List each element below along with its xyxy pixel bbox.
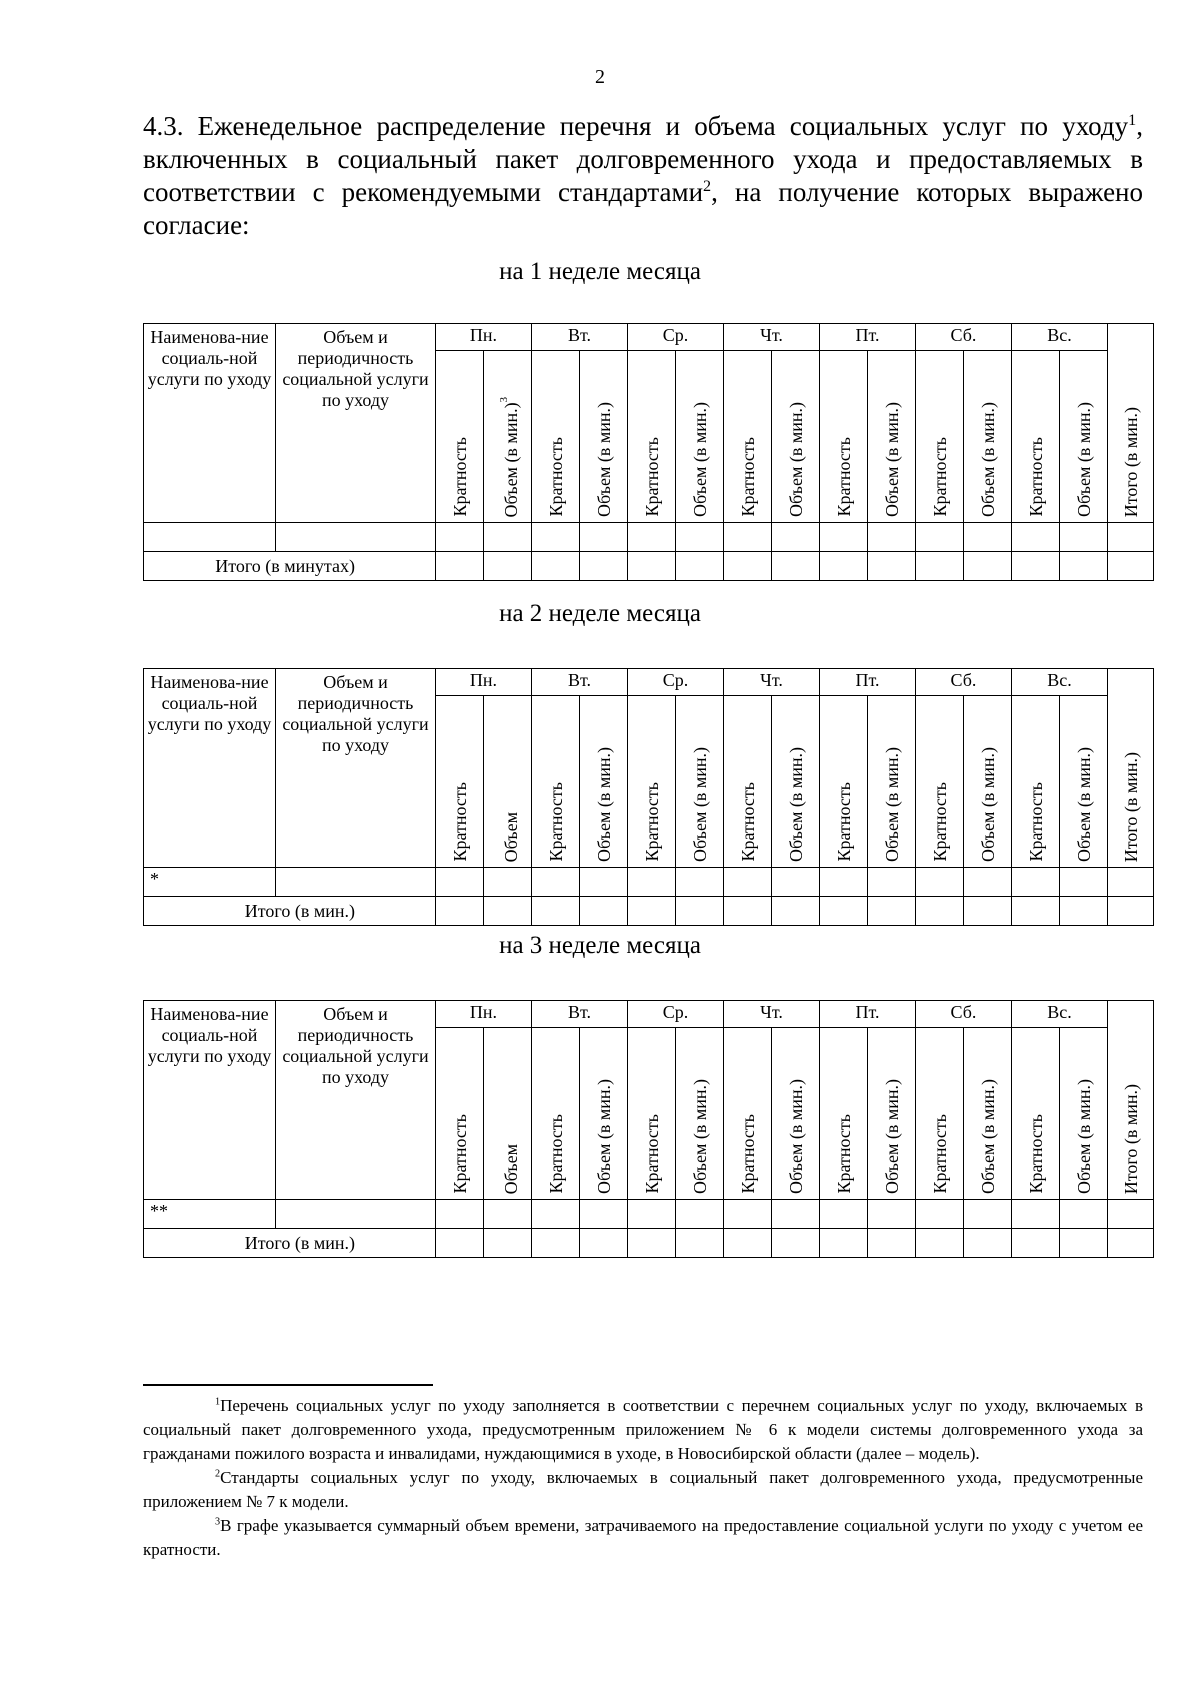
total-cell[interactable] bbox=[868, 897, 916, 926]
table-cell[interactable] bbox=[724, 523, 772, 552]
subheader-volume-label: Объем (в мин.) bbox=[1073, 746, 1094, 862]
table-cell[interactable] bbox=[1060, 868, 1108, 897]
table-cell[interactable] bbox=[276, 1200, 436, 1229]
table-cell[interactable] bbox=[916, 868, 964, 897]
total-cell[interactable] bbox=[820, 1229, 868, 1258]
subheader-frequency-label: Кратность bbox=[1025, 437, 1046, 517]
total-row bbox=[144, 1229, 1154, 1258]
table-cell[interactable] bbox=[772, 523, 820, 552]
subheader-frequency-label: Кратность bbox=[545, 1114, 566, 1194]
subheader-volume-label: Объем (в мин.) bbox=[689, 1078, 710, 1194]
subheader-volume-label: Объем (в мин.) bbox=[881, 401, 902, 517]
day-header: Ср. bbox=[628, 324, 724, 351]
total-cell[interactable] bbox=[820, 552, 868, 581]
col-header-volume: Объем и периодичность социальной услуги по уходу bbox=[276, 1001, 436, 1200]
footnote-1-number: 1 bbox=[215, 1396, 221, 1408]
table-cell[interactable] bbox=[772, 1200, 820, 1229]
day-header: Вт. bbox=[532, 669, 628, 696]
subheader-frequency bbox=[820, 1028, 868, 1200]
subheader-volume-label: Объем (в мин.) bbox=[593, 746, 614, 862]
table-cell[interactable] bbox=[532, 868, 580, 897]
total-cell[interactable] bbox=[532, 1229, 580, 1258]
subheader-frequency bbox=[436, 696, 484, 868]
subheader-frequency-label: Кратность bbox=[929, 437, 950, 517]
subheader-volume-label: Объем (в мин.) bbox=[881, 746, 902, 862]
footnote-3-number: 3 bbox=[215, 1516, 221, 1528]
subheader-frequency-label: Кратность bbox=[833, 1114, 854, 1194]
heading-text-3: , на получение которых выражено согласие: bbox=[143, 177, 1144, 240]
subheader-volume-label bbox=[494, 1140, 521, 1194]
footnote-divider bbox=[143, 1384, 433, 1386]
subheader-frequency-label: Кратность bbox=[1025, 782, 1046, 862]
day-header: Вс. bbox=[1012, 324, 1108, 351]
table-row bbox=[144, 523, 1154, 552]
day-header: Пт. bbox=[820, 324, 916, 351]
total-cell[interactable] bbox=[916, 1229, 964, 1258]
page-number: 2 bbox=[595, 66, 605, 88]
col-header-total bbox=[1108, 669, 1154, 868]
day-header: Ср. bbox=[628, 1001, 724, 1028]
schedule-table bbox=[143, 1000, 1154, 1258]
total-cell[interactable] bbox=[532, 897, 580, 926]
subheader-volume bbox=[868, 1028, 916, 1200]
day-header: Вт. bbox=[532, 1001, 628, 1028]
table-cell[interactable] bbox=[276, 868, 436, 897]
total-label: Итого (в минутах) bbox=[144, 552, 436, 581]
subheader-frequency-label: Кратность bbox=[449, 1114, 470, 1194]
subheader-frequency-label: Кратность bbox=[737, 782, 758, 862]
total-cell[interactable] bbox=[1108, 897, 1154, 926]
header-row bbox=[144, 1001, 1154, 1028]
subheader-volume-label: Объем (в мин.) bbox=[1073, 1078, 1094, 1194]
day-header: Сб. bbox=[916, 324, 1012, 351]
subheader-volume-label: Объем (в мин.) bbox=[593, 401, 614, 517]
total-cell[interactable] bbox=[1108, 552, 1154, 581]
table-cell[interactable] bbox=[772, 868, 820, 897]
table-caption: на 1 неделе месяца bbox=[499, 258, 701, 285]
subheader-frequency bbox=[820, 696, 868, 868]
subheader-volume-label: Объем (в мин.) bbox=[785, 1078, 806, 1194]
total-cell[interactable] bbox=[964, 552, 1012, 581]
table-cell[interactable] bbox=[1060, 1200, 1108, 1229]
subheader-volume bbox=[868, 351, 916, 523]
total-cell[interactable] bbox=[964, 1229, 1012, 1258]
subheader-frequency-label: Кратность bbox=[929, 1114, 950, 1194]
table-cell[interactable] bbox=[484, 868, 532, 897]
table-cell[interactable] bbox=[436, 523, 484, 552]
footnote-3-text: В графе указывается суммарный объем времени, затрачиваемого на предоставление социальной услуги по уходу с учетом ее кратности. bbox=[143, 1516, 1143, 1559]
total-cell[interactable] bbox=[964, 897, 1012, 926]
table-cell[interactable] bbox=[1060, 523, 1108, 552]
day-header: Сб. bbox=[916, 669, 1012, 696]
day-header: Пт. bbox=[820, 1001, 916, 1028]
table-caption: на 3 неделе месяца bbox=[499, 932, 701, 959]
total-cell[interactable] bbox=[628, 552, 676, 581]
subheader-frequency bbox=[532, 351, 580, 523]
total-cell[interactable] bbox=[484, 552, 532, 581]
subheader-volume-label: Объем (в мин.) bbox=[977, 1078, 998, 1194]
subheader-frequency-label: Кратность bbox=[545, 437, 566, 517]
footnote-3 bbox=[143, 1514, 1143, 1562]
table-cell[interactable] bbox=[964, 523, 1012, 552]
subheader-volume bbox=[964, 1028, 1012, 1200]
day-header: Сб. bbox=[916, 1001, 1012, 1028]
subheader-volume bbox=[772, 351, 820, 523]
footnote-2-text: Стандарты социальных услуг по уходу, включаемых в социальный пакет долговременного ухода, предусмотренные приложением № 7 к модели. bbox=[143, 1468, 1143, 1511]
subheader-volume bbox=[964, 696, 1012, 868]
total-cell[interactable] bbox=[676, 1229, 724, 1258]
subheader-frequency bbox=[1012, 696, 1060, 868]
table-cell[interactable] bbox=[964, 1200, 1012, 1229]
subheader-volume-text: Объем (в мин.) bbox=[501, 401, 521, 517]
subheader-frequency bbox=[532, 1028, 580, 1200]
subheader-volume-label bbox=[494, 393, 521, 517]
total-cell[interactable] bbox=[772, 1229, 820, 1258]
subheader-volume bbox=[580, 351, 628, 523]
table-cell[interactable] bbox=[532, 1200, 580, 1229]
subheader-frequency bbox=[532, 696, 580, 868]
table-row bbox=[144, 1200, 1154, 1229]
table-cell[interactable] bbox=[820, 1200, 868, 1229]
col-header-service-name: Наименова-ние социаль-ной услуги по уходу bbox=[144, 1001, 276, 1200]
total-cell[interactable] bbox=[580, 1229, 628, 1258]
subheader-frequency bbox=[916, 351, 964, 523]
subheader-frequency bbox=[628, 1028, 676, 1200]
day-header: Вс. bbox=[1012, 1001, 1108, 1028]
total-cell[interactable] bbox=[436, 552, 484, 581]
subheader-volume bbox=[1060, 351, 1108, 523]
total-cell[interactable] bbox=[676, 552, 724, 581]
total-cell[interactable] bbox=[772, 897, 820, 926]
footnote-ref-2: 2 bbox=[703, 177, 712, 195]
subheader-frequency bbox=[628, 351, 676, 523]
subheader-frequency bbox=[724, 351, 772, 523]
header-row bbox=[144, 324, 1154, 351]
subheader-frequency bbox=[820, 351, 868, 523]
subheader-frequency-label: Кратность bbox=[641, 782, 662, 862]
footnote-2-number: 2 bbox=[215, 1468, 221, 1480]
total-cell[interactable] bbox=[1060, 897, 1108, 926]
subheader-frequency bbox=[1012, 351, 1060, 523]
table-cell[interactable] bbox=[532, 523, 580, 552]
total-cell[interactable] bbox=[628, 897, 676, 926]
table-cell[interactable] bbox=[1108, 1200, 1154, 1229]
subheader-frequency-label: Кратность bbox=[929, 782, 950, 862]
total-cell[interactable] bbox=[532, 552, 580, 581]
footnote-1 bbox=[143, 1394, 1143, 1466]
header-row bbox=[144, 669, 1154, 696]
subheader-frequency-label: Кратность bbox=[737, 437, 758, 517]
subheader-volume-label: Объем (в мин.) bbox=[689, 401, 710, 517]
day-header: Пн. bbox=[436, 324, 532, 351]
subheader-frequency-label: Кратность bbox=[641, 1114, 662, 1194]
subheader-volume-text: Объем bbox=[501, 1143, 521, 1194]
total-label: Итого (в мин.) bbox=[144, 1229, 436, 1258]
table-cell[interactable] bbox=[436, 868, 484, 897]
table-cell[interactable] bbox=[916, 523, 964, 552]
day-header: Чт. bbox=[724, 1001, 820, 1028]
table-cell[interactable] bbox=[484, 523, 532, 552]
subheader-frequency bbox=[628, 696, 676, 868]
col-header-total bbox=[1108, 1001, 1154, 1200]
subheader-frequency-label: Кратность bbox=[737, 1114, 758, 1194]
subheader-frequency-label: Кратность bbox=[449, 782, 470, 862]
row-marker[interactable]: ** bbox=[144, 1200, 276, 1229]
subheader-frequency-label: Кратность bbox=[641, 437, 662, 517]
total-cell[interactable] bbox=[436, 897, 484, 926]
table-cell[interactable] bbox=[676, 1200, 724, 1229]
table-cell[interactable] bbox=[1012, 868, 1060, 897]
total-cell[interactable] bbox=[724, 552, 772, 581]
day-header: Пн. bbox=[436, 669, 532, 696]
table-cell[interactable] bbox=[724, 1200, 772, 1229]
schedule-table bbox=[143, 323, 1154, 581]
row-marker[interactable]: * bbox=[144, 868, 276, 897]
subheader-frequency-label: Кратность bbox=[833, 782, 854, 862]
table-cell[interactable] bbox=[676, 868, 724, 897]
subheader-volume bbox=[484, 696, 532, 868]
subheader-volume bbox=[772, 1028, 820, 1200]
subheader-volume-label: Объем (в мин.) bbox=[593, 1078, 614, 1194]
col-header-total bbox=[1108, 324, 1154, 523]
table-cell[interactable] bbox=[868, 523, 916, 552]
table-cell[interactable] bbox=[964, 868, 1012, 897]
table-cell[interactable] bbox=[916, 1200, 964, 1229]
subheader-frequency-label: Кратность bbox=[449, 437, 470, 517]
total-cell[interactable] bbox=[580, 552, 628, 581]
day-header: Вт. bbox=[532, 324, 628, 351]
col-header-volume: Объем и периодичность социальной услуги по уходу bbox=[276, 669, 436, 868]
table-cell[interactable] bbox=[580, 868, 628, 897]
footnote-2 bbox=[143, 1466, 1143, 1514]
subheader-volume-label: Объем (в мин.) bbox=[881, 1078, 902, 1194]
col-header-volume: Объем и периодичность социальной услуги по уходу bbox=[276, 324, 436, 523]
subheader-volume bbox=[484, 351, 532, 523]
footnotes bbox=[143, 1394, 1143, 1562]
subheader-volume bbox=[580, 1028, 628, 1200]
total-row bbox=[144, 897, 1154, 926]
total-label: Итого (в мин.) bbox=[144, 897, 436, 926]
day-header: Чт. bbox=[724, 669, 820, 696]
table-cell[interactable] bbox=[868, 1200, 916, 1229]
total-cell[interactable] bbox=[580, 897, 628, 926]
subheader-volume bbox=[676, 351, 724, 523]
subheader-frequency bbox=[916, 696, 964, 868]
total-cell[interactable] bbox=[916, 552, 964, 581]
subheader-volume-text: Объем bbox=[501, 811, 521, 862]
total-cell[interactable] bbox=[1060, 552, 1108, 581]
subheader-volume bbox=[772, 696, 820, 868]
subheader-volume-label: Объем (в мин.) bbox=[977, 746, 998, 862]
total-cell[interactable] bbox=[1060, 1229, 1108, 1258]
subheader-volume-label bbox=[494, 808, 521, 862]
day-header: Чт. bbox=[724, 324, 820, 351]
total-cell[interactable] bbox=[1012, 897, 1060, 926]
table-caption: на 2 неделе месяца bbox=[499, 600, 701, 627]
schedule-table bbox=[143, 668, 1154, 926]
table-cell[interactable] bbox=[276, 523, 436, 552]
subheader-volume-label: Объем (в мин.) bbox=[977, 401, 998, 517]
total-cell[interactable] bbox=[484, 1229, 532, 1258]
table-cell[interactable] bbox=[484, 1200, 532, 1229]
subheader-frequency bbox=[436, 1028, 484, 1200]
subheader-volume-label: Объем (в мин.) bbox=[785, 746, 806, 862]
table-cell[interactable] bbox=[820, 523, 868, 552]
col-header-service-name: Наименова-ние социаль-ной услуги по уходу bbox=[144, 669, 276, 868]
table-cell[interactable] bbox=[628, 868, 676, 897]
subheader-volume bbox=[676, 1028, 724, 1200]
table-cell[interactable] bbox=[580, 523, 628, 552]
total-row bbox=[144, 552, 1154, 581]
section-heading bbox=[143, 110, 1143, 242]
subheader-frequency bbox=[724, 696, 772, 868]
subheader-frequency bbox=[724, 1028, 772, 1200]
table-cell[interactable] bbox=[628, 1200, 676, 1229]
total-cell[interactable] bbox=[1012, 1229, 1060, 1258]
table-cell[interactable] bbox=[868, 868, 916, 897]
table-cell[interactable] bbox=[628, 523, 676, 552]
subheader-frequency-label: Кратность bbox=[1025, 1114, 1046, 1194]
heading-text-1: 4.3. Еженедельное распределение перечня и объема социальных услуг по уходу bbox=[143, 111, 1129, 141]
day-header: Ср. bbox=[628, 669, 724, 696]
total-cell[interactable] bbox=[628, 1229, 676, 1258]
subheader-volume bbox=[676, 696, 724, 868]
subheader-volume-label: Объем (в мин.) bbox=[1073, 401, 1094, 517]
subheader-frequency bbox=[1012, 1028, 1060, 1200]
table-cell[interactable] bbox=[436, 1200, 484, 1229]
subheader-frequency-label: Кратность bbox=[545, 782, 566, 862]
total-cell[interactable] bbox=[916, 897, 964, 926]
footnote-1-text: Перечень социальных услуг по уходу заполняется в соответствии с перечнем социальных услуг по уходу, включаемых в социальный пакет долговременного ухода, предусмотренным приложением № 6 к модели системы долговременного ухода за гражданами пожилого возраста и инвалидами, нуждающимися в уходе, в Новосибирской области (далее – модель). bbox=[143, 1396, 1143, 1463]
table-row bbox=[144, 868, 1154, 897]
subheader-volume bbox=[1060, 696, 1108, 868]
footnote-ref-1: 1 bbox=[1128, 111, 1137, 129]
day-header: Пн. bbox=[436, 1001, 532, 1028]
subheader-volume bbox=[964, 351, 1012, 523]
col-header-total-label: Итого (в мин.) bbox=[1120, 406, 1141, 517]
day-header: Вс. bbox=[1012, 669, 1108, 696]
footnote-ref-3: 3 bbox=[498, 396, 510, 402]
total-cell[interactable] bbox=[676, 897, 724, 926]
table-cell[interactable] bbox=[1108, 523, 1154, 552]
subheader-volume bbox=[868, 696, 916, 868]
total-cell[interactable] bbox=[1108, 1229, 1154, 1258]
table-cell[interactable] bbox=[676, 523, 724, 552]
subheader-volume bbox=[580, 696, 628, 868]
col-header-total-label: Итого (в мин.) bbox=[1120, 751, 1141, 862]
col-header-service-name: Наименова-ние социаль-ной услуги по уходу bbox=[144, 324, 276, 523]
total-cell[interactable] bbox=[484, 897, 532, 926]
table-cell[interactable] bbox=[820, 868, 868, 897]
heading-text-2: , включенных в социальный пакет долговременного ухода и предоставляемых в соответствии с рекомендуемыми стандартами bbox=[143, 111, 1143, 207]
total-cell[interactable] bbox=[436, 1229, 484, 1258]
subheader-frequency bbox=[916, 1028, 964, 1200]
table-cell[interactable] bbox=[1012, 523, 1060, 552]
table-cell[interactable] bbox=[1012, 1200, 1060, 1229]
col-header-total-label: Итого (в мин.) bbox=[1120, 1083, 1141, 1194]
subheader-frequency-label: Кратность bbox=[833, 437, 854, 517]
subheader-volume bbox=[484, 1028, 532, 1200]
total-cell[interactable] bbox=[1012, 552, 1060, 581]
table-cell[interactable] bbox=[1108, 868, 1154, 897]
subheader-frequency bbox=[436, 351, 484, 523]
table-cell[interactable] bbox=[580, 1200, 628, 1229]
total-cell[interactable] bbox=[724, 1229, 772, 1258]
total-cell[interactable] bbox=[820, 897, 868, 926]
table-cell[interactable] bbox=[724, 868, 772, 897]
total-cell[interactable] bbox=[868, 1229, 916, 1258]
subheader-volume-label: Объем (в мин.) bbox=[689, 746, 710, 862]
total-cell[interactable] bbox=[868, 552, 916, 581]
total-cell[interactable] bbox=[772, 552, 820, 581]
total-cell[interactable] bbox=[724, 897, 772, 926]
day-header: Пт. bbox=[820, 669, 916, 696]
subheader-volume-label: Объем (в мин.) bbox=[785, 401, 806, 517]
row-marker[interactable] bbox=[144, 523, 276, 552]
subheader-volume bbox=[1060, 1028, 1108, 1200]
